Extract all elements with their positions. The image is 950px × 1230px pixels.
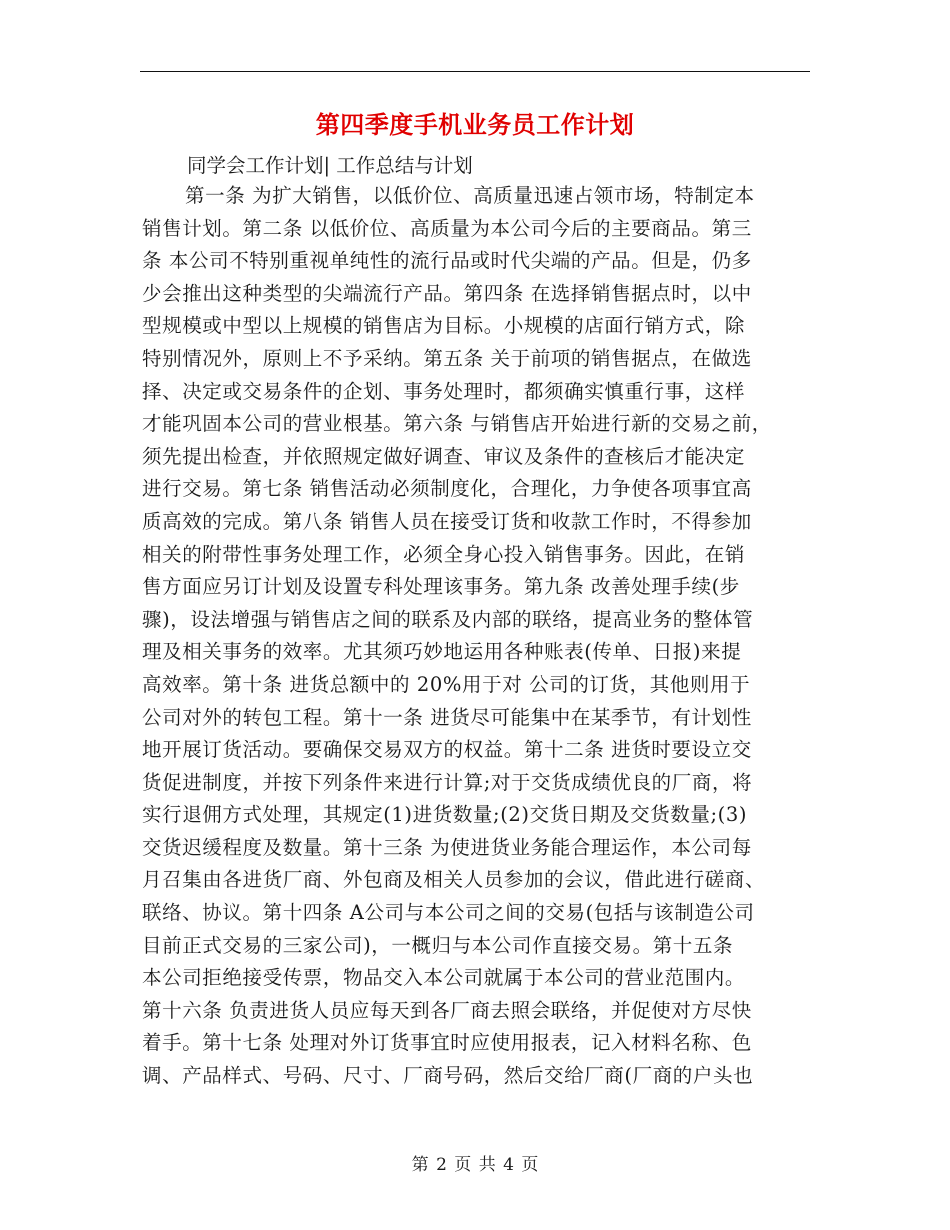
body-line: 联络、协议。第十四条 A公司与本公司之间的交易(包括与该制造公司	[142, 901, 755, 925]
body-line: 特别情况外，原则上不予采纳。第五条 关于前项的销售据点，在做选	[142, 346, 752, 370]
body-line: 型规模或中型以上规模的销售店为目标。小规模的店面行销方式，除	[142, 314, 746, 338]
body-line: 条 本公司不特别重视单纯性的流行品或时代尖端的产品。但是，仍多	[142, 249, 752, 273]
body-line: 高效率。第十条 进货总额中的 20%用于对 公司的订货，其他则用于	[142, 672, 751, 696]
header-rule	[140, 71, 810, 72]
body-line: 第一条 为扩大销售，以低价位、高质量迅速占领市场，特制定本	[185, 184, 755, 207]
body-line: 质高效的完成。第八条 销售人员在接受订货和收款工作时，不得参加	[142, 509, 752, 533]
document-body	[142, 180, 812, 1093]
body-line: 月召集由各进货厂商、外包商及相关人员参加的会议，借此进行磋商、	[142, 868, 766, 892]
body-line: 销售计划。第二条 以低价位、高质量为本公司今后的主要商品。第三	[142, 216, 752, 240]
body-line: 地开展订货活动。要确保交易双方的权益。第十二条 进货时要设立交	[142, 738, 752, 762]
document-title: 第四季度手机业务员工作计划	[315, 110, 635, 139]
body-line: 本公司拒绝接受传票，物品交入本公司就属于本公司的营业范围内。	[142, 966, 746, 990]
document-category: 同学会工作计划| 工作总结与计划	[187, 154, 473, 177]
body-line: 交货迟缓程度及数量。第十三条 为使进货业务能合理运作，本公司每	[142, 835, 752, 859]
body-line: 才能巩固本公司的营业根基。第六条 与销售店开始进行新的交易之前，	[142, 412, 772, 436]
body-line: 着手。第十七条 处理对外订货事宜时应使用报表，记入材料名称、色	[142, 1031, 752, 1055]
body-line: 第十六条 负责进货人员应每天到各厂商去照会联络，并促使对方尽快	[142, 998, 752, 1022]
body-line: 调、产品样式、号码、尺寸、厂商号码，然后交给厂商(厂商的户头也	[142, 1064, 754, 1088]
body-line: 少会推出这种类型的尖端流行产品。第四条 在选择销售据点时，以中	[142, 281, 752, 305]
body-line: 实行退佣方式处理，其规定(1)进货数量;(2)交货日期及交货数量;(3)	[142, 803, 748, 827]
body-line: 目前正式交易的三家公司)，一概归与本公司作直接交易。第十五条	[142, 933, 734, 957]
body-line: 公司对外的转包工程。第十一条 进货尽可能集中在某季节，有计划性	[142, 705, 752, 729]
body-line: 须先提出检查，并依照规定做好调查、审议及条件的查核后才能决定	[142, 444, 746, 468]
body-line: 骤)，设法增强与销售店之间的联系及内部的联络，提高业务的整体管	[142, 607, 754, 631]
body-line: 货促进制度，并按下列条件来进行计算;对于交货成绩优良的厂商，将	[142, 770, 753, 794]
body-line: 相关的附带性事务处理工作，必须全身心投入销售事务。因此，在销	[142, 542, 746, 566]
body-line: 理及相关事务的效率。尤其须巧妙地运用各种账表(传单、日报)来提	[142, 640, 742, 664]
body-line: 售方面应另订计划及设置专科处理该事务。第九条 改善处理手续(步	[142, 575, 740, 599]
page-number-footer: 第 2 页 共 4 页	[411, 1155, 539, 1175]
body-line: 择、决定或交易条件的企划、事务处理时，都须确实慎重行事，这样	[142, 379, 746, 403]
body-line: 进行交易。第七条 销售活动必须制度化，合理化，力争使各项事宜高	[142, 477, 752, 501]
